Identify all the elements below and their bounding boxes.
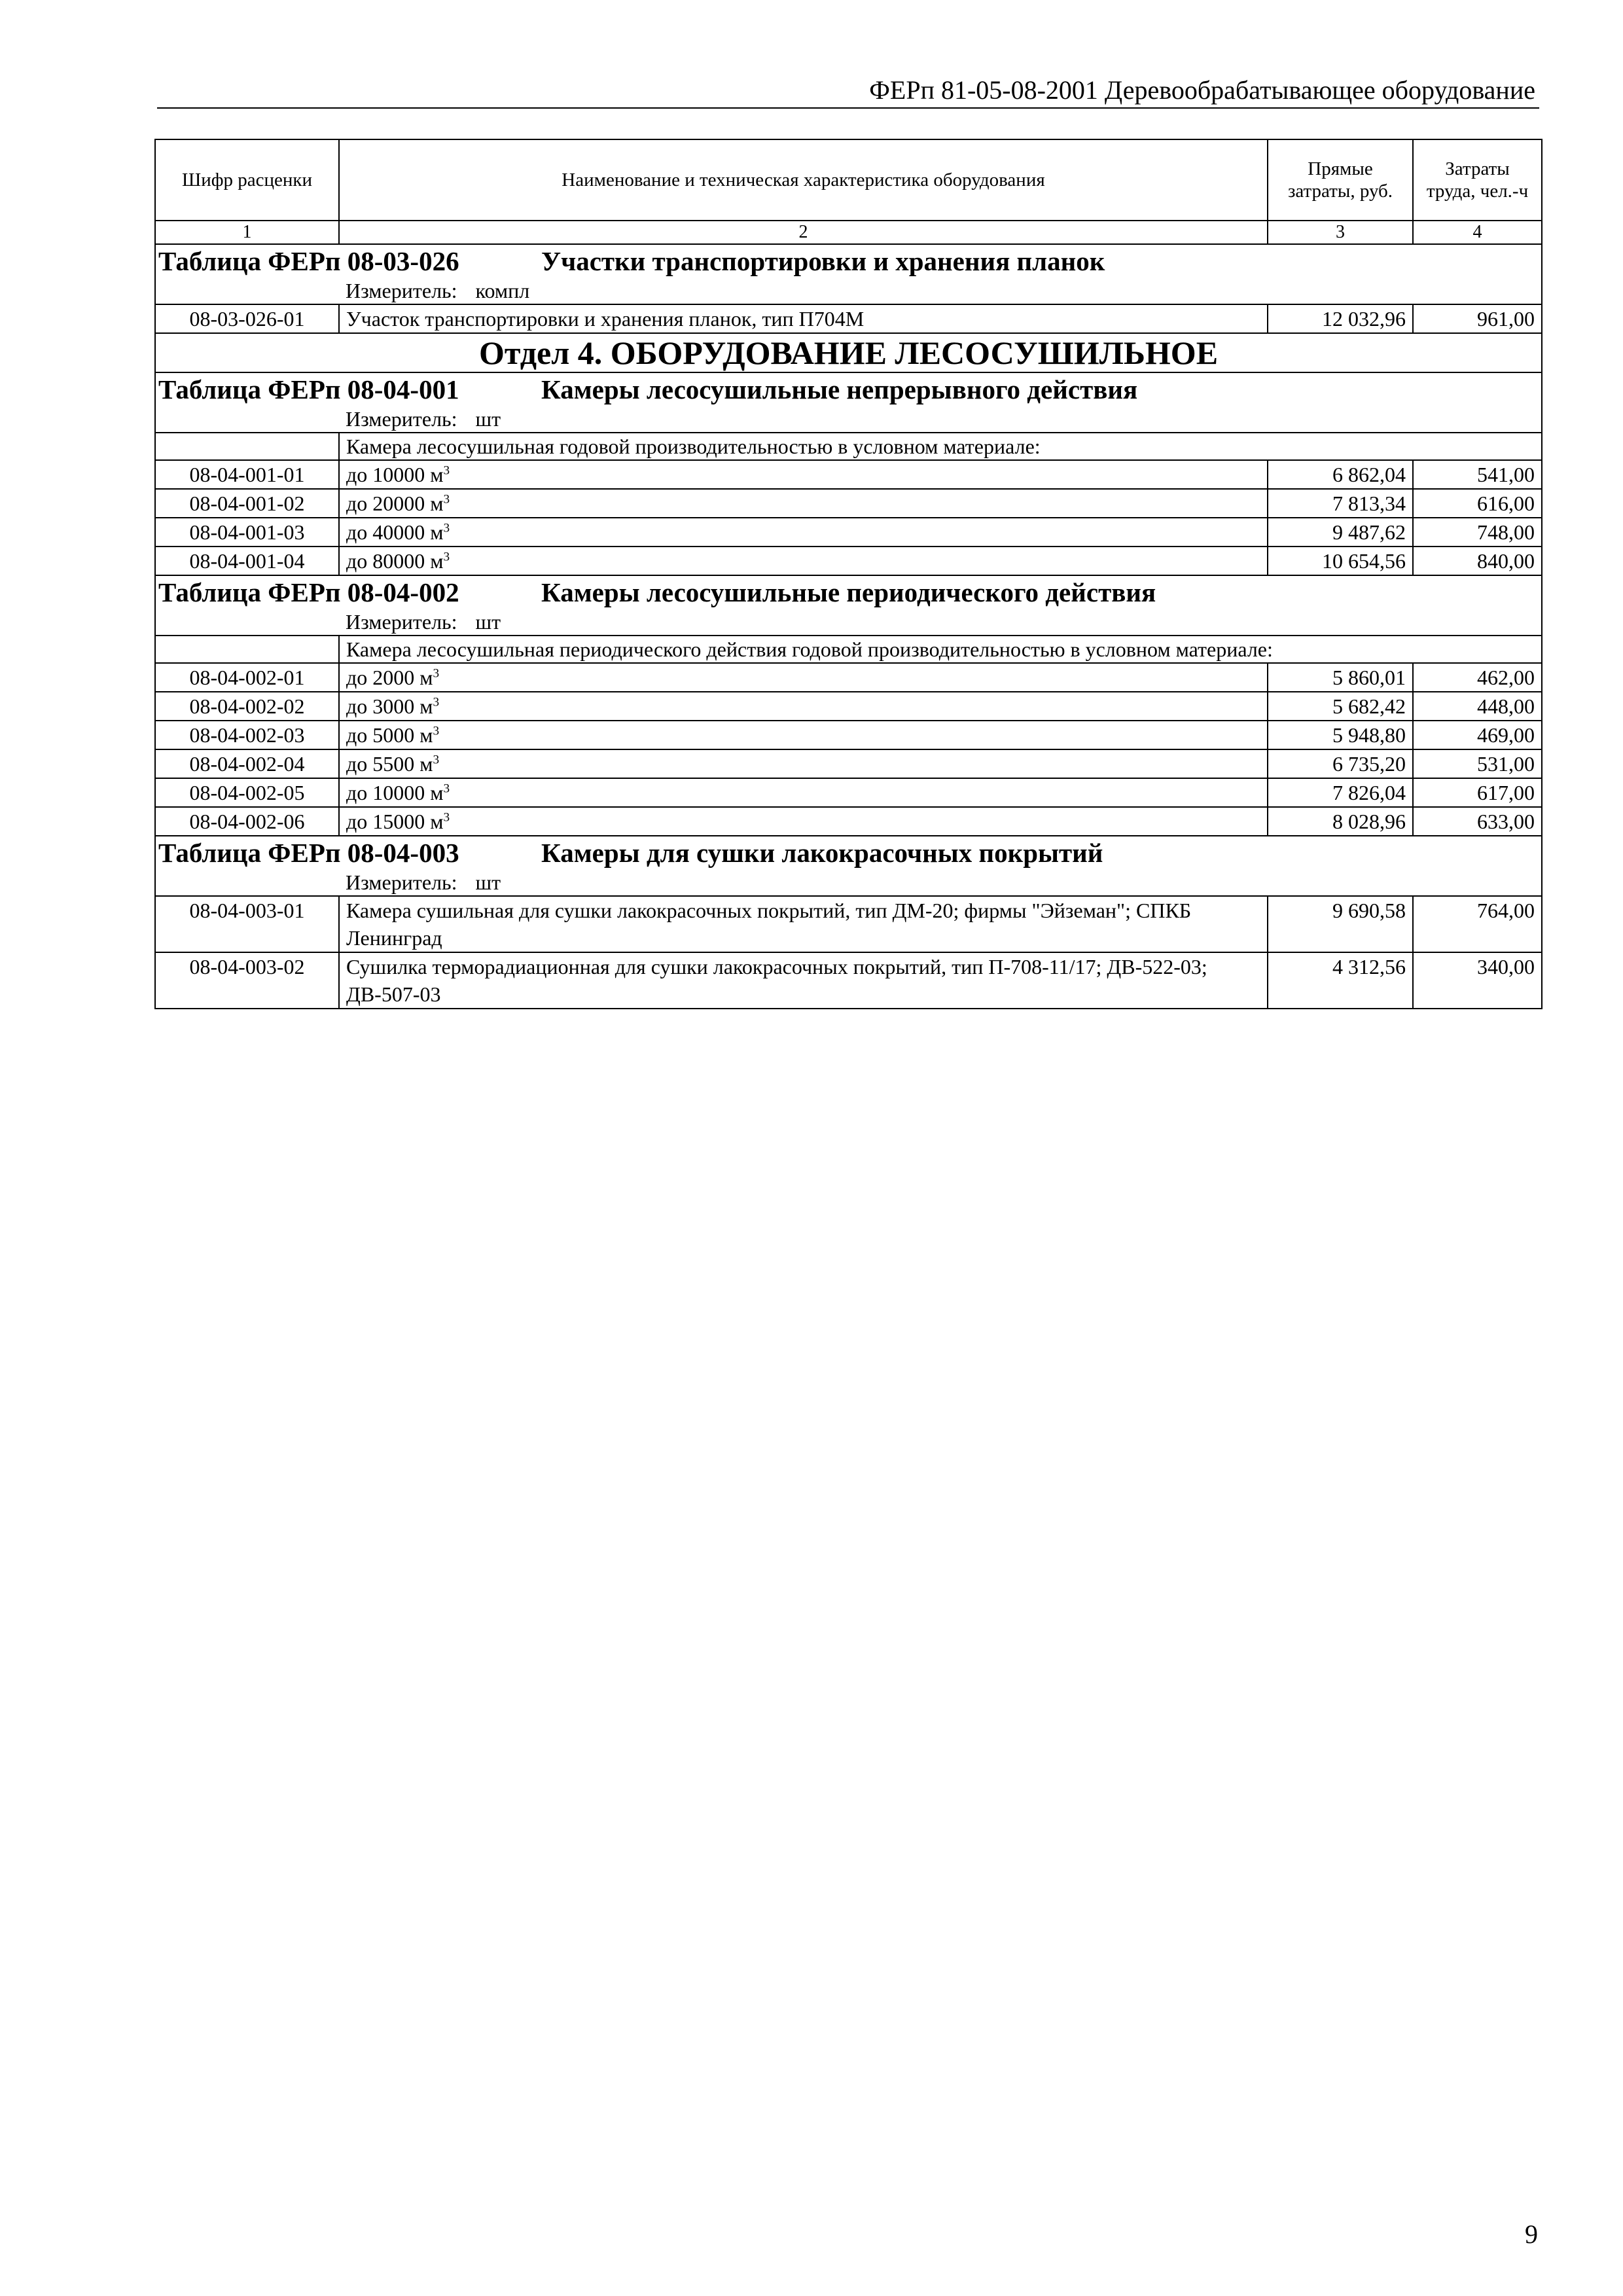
cubic-superscript: 3 (443, 781, 450, 796)
table-row (155, 304, 1542, 333)
table-row (155, 692, 1542, 721)
empty-cell (155, 433, 339, 460)
row-code: 08-04-002-04 (155, 749, 339, 778)
row-direct-cost: 5 860,01 (1268, 663, 1413, 692)
page-number: 9 (1525, 2219, 1538, 2249)
row-labor: 633,00 (1413, 807, 1542, 836)
row-name: до 5000 $м^3$ (339, 721, 1268, 749)
table-name: Участки транспортировки и хранения планок (541, 246, 1105, 276)
row-labor: 531,00 (1413, 749, 1542, 778)
table-row (155, 896, 1542, 952)
table-row (155, 460, 1542, 489)
cubic-superscript: 3 (443, 521, 450, 535)
cubic-superscript: 3 (443, 463, 450, 478)
table-title-row (155, 244, 1542, 278)
row-labor: 340,00 (1413, 952, 1542, 1009)
table-row (155, 807, 1542, 836)
table-title (155, 244, 1542, 278)
row-direct-cost: 9 487,62 (1268, 518, 1413, 547)
cubic-superscript: 3 (443, 810, 450, 825)
unit-label: Измеритель: (346, 610, 457, 634)
table-title (155, 372, 1542, 406)
column-header-name: Наименование и техническая характеристика оборудования (339, 139, 1268, 221)
row-code: 08-04-001-02 (155, 489, 339, 518)
row-direct-cost: 4 312,56 (1268, 952, 1413, 1009)
unit-label: Измеритель: (346, 279, 457, 302)
table-code: Таблица ФЕРп 08-04-003 (158, 838, 459, 868)
table-title (155, 836, 1542, 869)
row-labor: 961,00 (1413, 304, 1542, 333)
row-name: до 10000 $м^3$ (339, 460, 1268, 489)
row-direct-cost: 12 032,96 (1268, 304, 1413, 333)
table-title-row (155, 575, 1542, 609)
row-code: 08-04-002-01 (155, 663, 339, 692)
row-direct-cost: 7 813,34 (1268, 489, 1413, 518)
table-name: Камеры лесосушильные периодического действия (541, 577, 1156, 607)
row-labor: 616,00 (1413, 489, 1542, 518)
table-name: Камеры лесосушильные непрерывного действия (541, 374, 1138, 404)
row-direct-cost: 7 826,04 (1268, 778, 1413, 807)
row-direct-cost: 6 862,04 (1268, 460, 1413, 489)
unit-label: Измеритель: (346, 870, 457, 894)
price-table (154, 139, 1543, 1009)
row-name: до 10000 $м^3$ (339, 778, 1268, 807)
table-title-row (155, 836, 1542, 869)
row-name: до 20000 $м^3$ (339, 489, 1268, 518)
table-code: Таблица ФЕРп 08-04-001 (158, 374, 459, 404)
section-title: Отдел 4. ОБОРУДОВАНИЕ ЛЕСОСУШИЛЬНОЕ (155, 333, 1542, 372)
table-row (155, 952, 1542, 1009)
table-code: Таблица ФЕРп 08-04-002 (158, 577, 459, 607)
unit-label: Измеритель: (346, 407, 457, 431)
running-title: ФЕРп 81-05-08-2001 Деревообрабатывающее оборудование (869, 75, 1535, 105)
table-unit-row (155, 869, 1542, 896)
group-note: Камера лесосушильная годовой производительностью в условном материале: (339, 433, 1542, 460)
table-row (155, 721, 1542, 749)
unit-cell (155, 869, 1542, 896)
row-name: до 40000 $м^3$ (339, 518, 1268, 547)
table-unit-row (155, 278, 1542, 304)
row-direct-cost: 6 735,20 (1268, 749, 1413, 778)
column-number: 1 (155, 221, 339, 244)
unit-cell (155, 278, 1542, 304)
row-labor: 617,00 (1413, 778, 1542, 807)
row-code: 08-04-003-02 (155, 952, 339, 1009)
row-name: Камера сушильная для сушки лакокрасочных покрытий, тип ДМ-20; фирмы "Эйземан"; СПКБ Ленинград (339, 896, 1268, 952)
row-name: до 15000 $м^3$ (339, 807, 1268, 836)
unit-value: компл (475, 279, 530, 302)
table-note-row (155, 433, 1542, 460)
table-title (155, 575, 1542, 609)
row-labor: 469,00 (1413, 721, 1542, 749)
table-unit-row (155, 609, 1542, 636)
table-unit-row (155, 406, 1542, 433)
column-header-code: Шифр расценки (155, 139, 339, 221)
row-name: до 80000 $м^3$ (339, 547, 1268, 575)
column-number: 4 (1413, 221, 1542, 244)
row-code: 08-04-002-03 (155, 721, 339, 749)
row-code: 08-04-003-01 (155, 896, 339, 952)
table-row (155, 663, 1542, 692)
table-row (155, 778, 1542, 807)
row-code: 08-04-002-05 (155, 778, 339, 807)
cubic-superscript: 3 (433, 753, 440, 767)
table-row (155, 489, 1542, 518)
row-name: Сушилка терморадиационная для сушки лакокрасочных покрытий, тип П-708-11/17; ДВ-522-03; ДВ-507-03 (339, 952, 1268, 1009)
row-code: 08-03-026-01 (155, 304, 339, 333)
cubic-superscript: 3 (433, 724, 440, 738)
section-row (155, 333, 1542, 372)
row-name: Участок транспортировки и хранения планок, тип П704М (339, 304, 1268, 333)
table-title-row (155, 372, 1542, 406)
row-code: 08-04-001-04 (155, 547, 339, 575)
unit-value: шт (475, 870, 501, 894)
unit-cell (155, 609, 1542, 636)
table-code: Таблица ФЕРп 08-03-026 (158, 246, 459, 276)
row-name: до 5500 $м^3$ (339, 749, 1268, 778)
table-row (155, 547, 1542, 575)
table-note-row (155, 636, 1542, 663)
unit-value: шт (475, 407, 501, 431)
column-header-row (155, 139, 1542, 221)
row-code: 08-04-001-03 (155, 518, 339, 547)
row-labor: 748,00 (1413, 518, 1542, 547)
row-direct-cost: 10 654,56 (1268, 547, 1413, 575)
row-direct-cost: 5 948,80 (1268, 721, 1413, 749)
row-labor: 764,00 (1413, 896, 1542, 952)
unit-cell (155, 406, 1542, 433)
column-header-labor: Затраты труда, чел.-ч (1413, 139, 1542, 221)
cubic-superscript: 3 (433, 695, 440, 709)
running-header (157, 73, 1539, 109)
row-code: 08-04-001-01 (155, 460, 339, 489)
row-direct-cost: 5 682,42 (1268, 692, 1413, 721)
unit-value: шт (475, 610, 501, 634)
row-labor: 840,00 (1413, 547, 1542, 575)
column-number-row (155, 221, 1542, 244)
empty-cell (155, 636, 339, 663)
table-name: Камеры для сушки лакокрасочных покрытий (541, 838, 1103, 868)
column-header-direct-cost: Прямые затраты, руб. (1268, 139, 1413, 221)
row-name: до 3000 $м^3$ (339, 692, 1268, 721)
table-row (155, 518, 1542, 547)
row-name: до 2000 $м^3$ (339, 663, 1268, 692)
column-number: 2 (339, 221, 1268, 244)
table-row (155, 749, 1542, 778)
cubic-superscript: 3 (433, 666, 440, 681)
row-labor: 448,00 (1413, 692, 1542, 721)
cubic-superscript: 3 (443, 550, 450, 564)
row-labor: 462,00 (1413, 663, 1542, 692)
row-code: 08-04-002-06 (155, 807, 339, 836)
cubic-superscript: 3 (443, 492, 450, 507)
column-number: 3 (1268, 221, 1413, 244)
row-direct-cost: 8 028,96 (1268, 807, 1413, 836)
row-labor: 541,00 (1413, 460, 1542, 489)
row-direct-cost: 9 690,58 (1268, 896, 1413, 952)
row-code: 08-04-002-02 (155, 692, 339, 721)
group-note: Камера лесосушильная периодического действия годовой производительностью в условном материале: (339, 636, 1542, 663)
